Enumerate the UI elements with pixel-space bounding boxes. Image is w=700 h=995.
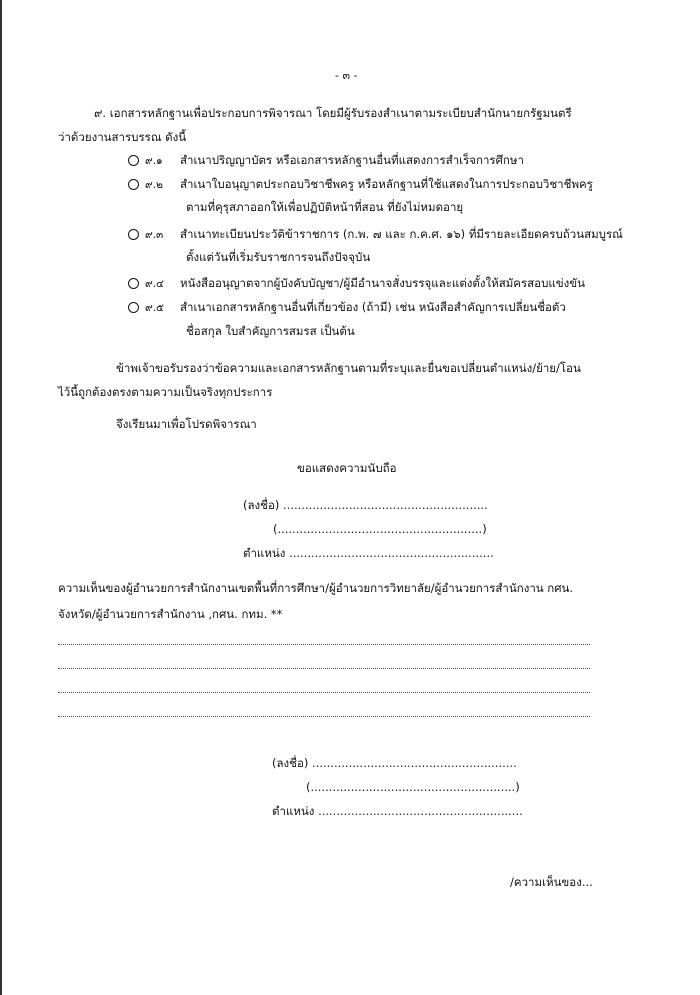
section9-heading: ๙. เอกสารหลักฐานเพื่อประกอบการพิจารณา โดยมีผู้รับรองสำเนาตามระเบียบสำนักนายกรัฐมนตรี: [94, 106, 572, 120]
opinion-line-4[interactable]: [58, 716, 590, 717]
opinion-line-2[interactable]: [58, 668, 590, 669]
certify-text: ข้าพเจ้าขอรับรองว่าข้อความและเอกสารหลักฐานตามที่ระบุและยื่นขอเปลี่ยนตำแหน่ง/ย้าย/โอน: [116, 361, 581, 375]
signature-line-2[interactable]: (ลงชื่อ) ........................................................: [272, 756, 517, 770]
checklist-item-9-5-cont: ชื่อสกุล ใบสำคัญการสมรส เป็นต้น: [186, 324, 355, 338]
section9-heading-cont: ว่าด้วยงานสารบรรณ ดังนี้: [58, 130, 187, 144]
checklist-item-9-3[interactable]: ๙.๓ สำเนาทะเบียนประวัติข้าราชการ (ก.พ. ๗ และ ก.ค.ศ. ๑๖) ที่มีรายละเอียดครบถ้วนสมบูรณ์: [128, 226, 623, 243]
position-field-2[interactable]: ........................................................: [318, 804, 523, 818]
position-field[interactable]: ........................................................: [289, 546, 494, 560]
opinion-line-3[interactable]: [58, 692, 590, 693]
checklist-item-9-4[interactable]: ๙.๔ หนังสืออนุญาตจากผู้บังคับบัญชา/ผู้มีอำนาจสั่งบรรจุและแต่งตั้งให้สมัครสอบแข่งขัน: [128, 275, 585, 292]
radio-circle-icon[interactable]: [128, 229, 139, 240]
radio-circle-icon[interactable]: [128, 278, 139, 289]
opinion-heading-cont: จังหวัด/ผู้อำนวยการสำนักงาน ,กศน. กทม. **: [58, 607, 283, 621]
radio-circle-icon[interactable]: [128, 302, 139, 313]
closing-text: จึงเรียนมาเพื่อโปรดพิจารณา: [116, 417, 257, 431]
checklist-item-9-5[interactable]: ๙.๕ สำเนาเอกสารหลักฐานอื่นที่เกี่ยวข้อง (ถ้ามี) เช่น หนังสือสำคัญการเปลี่ยนชื่อตัว: [128, 299, 566, 316]
regards-text: ขอแสดงความนับถือ: [297, 461, 397, 475]
printed-name-field[interactable]: (........................................................): [273, 522, 487, 536]
certify-text-cont: ไว้นี้ถูกต้องตรงตามความเป็นจริงทุกประการ: [58, 385, 273, 399]
radio-circle-icon[interactable]: [128, 155, 139, 166]
printed-name-field-2[interactable]: (........................................................): [306, 780, 520, 794]
signature-field[interactable]: ........................................................: [283, 498, 488, 512]
position-line[interactable]: ตำแหน่ง ........................................................: [243, 546, 494, 560]
checklist-item-9-2-cont: ตามที่คุรุสภาออกให้เพื่อปฏิบัติหน้าที่สอน ที่ยังไม่หมดอายุ: [186, 200, 464, 214]
continue-footer: /ความเห็นของ...: [510, 875, 593, 889]
signature-field-2[interactable]: ........................................................: [312, 756, 517, 770]
radio-circle-icon[interactable]: [128, 179, 139, 190]
position-line-2[interactable]: ตำแหน่ง ........................................................: [272, 804, 523, 818]
page-number: - ๓ -: [335, 69, 358, 82]
signature-line[interactable]: (ลงชื่อ) ........................................................: [243, 498, 488, 512]
checklist-item-9-2[interactable]: ๙.๒ สำเนาใบอนุญาตประกอบวิชาชีพครู หรือหลักฐานที่ใช้แสดงในการประกอบวิชาชีพครู: [128, 176, 593, 193]
scan-border: [0, 0, 2, 995]
checklist-item-9-3-cont: ตั้งแต่วันที่เริ่มรับราชการจนถึงปัจจุบัน: [186, 250, 371, 264]
opinion-line-1[interactable]: [58, 644, 590, 645]
opinion-heading: ความเห็นของผู้อำนวยการสำนักงานเขตพื้นที่การศึกษา/ผู้อำนวยการวิทยาลัย/ผู้อำนวยการสำนักงาน กศน.: [58, 581, 574, 595]
checklist-item-9-1[interactable]: ๙.๑ สำเนาปริญญาบัตร หรือเอกสารหลักฐานอื่นที่แสดงการสำเร็จการศึกษา: [128, 152, 524, 169]
